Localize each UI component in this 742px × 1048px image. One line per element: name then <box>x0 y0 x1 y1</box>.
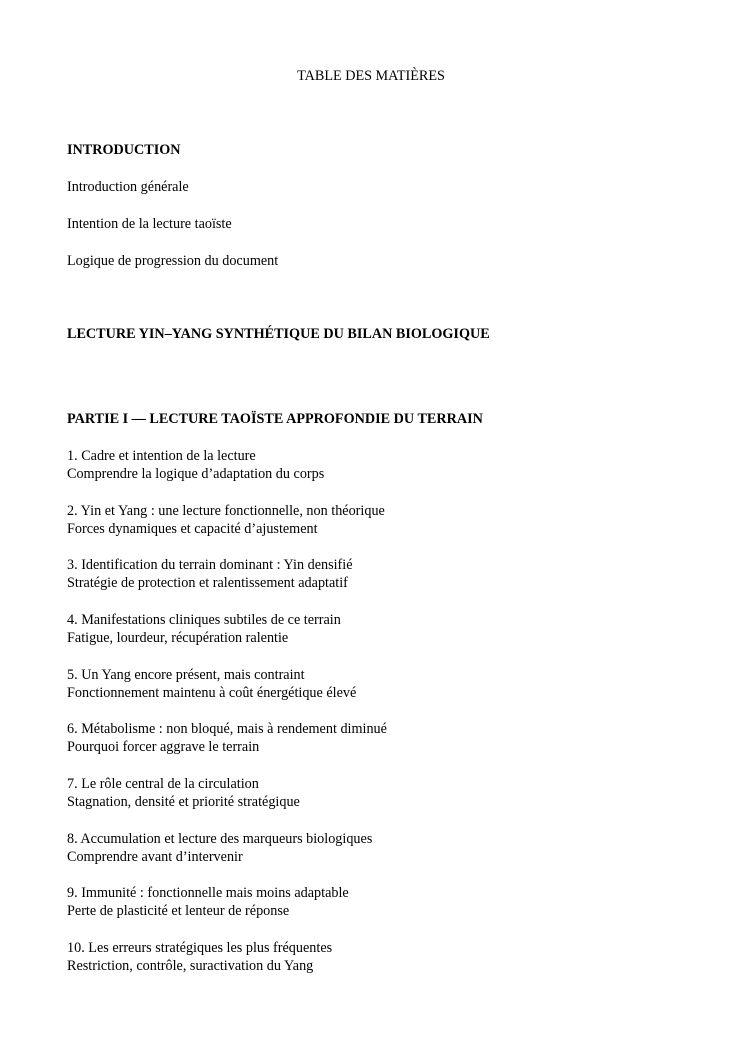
toc-entry <box>67 666 356 702</box>
toc-entry-title: 9. Immunité : fonctionnelle mais moins adaptable <box>67 885 349 901</box>
toc-entry <box>67 447 324 483</box>
toc-item-introduction-generale: Introduction générale <box>67 179 189 195</box>
toc-entry-title: 7. Le rôle central de la circulation <box>67 776 259 792</box>
toc-entry <box>67 939 332 975</box>
toc-entry <box>67 884 349 920</box>
toc-entry-title: 5. Un Yang encore présent, mais contraint <box>67 667 305 683</box>
toc-entry-title: 3. Identification du terrain dominant : Yin densifié <box>67 557 353 573</box>
toc-entry <box>67 556 353 592</box>
toc-entry-title: 8. Accumulation et lecture des marqueurs biologiques <box>67 831 373 847</box>
toc-entry-subtitle: Perte de plasticité et lenteur de réponse <box>67 903 290 919</box>
toc-entry <box>67 611 341 647</box>
toc-entry-title: 4. Manifestations cliniques subtiles de ce terrain <box>67 612 341 628</box>
toc-entry <box>67 502 385 538</box>
toc-entry <box>67 775 300 811</box>
toc-entry-title: 6. Métabolisme : non bloqué, mais à rendement diminué <box>67 721 387 737</box>
toc-entry-subtitle: Restriction, contrôle, suractivation du Yang <box>67 958 314 974</box>
toc-entry <box>67 720 387 756</box>
toc-item-logique-progression: Logique de progression du document <box>67 253 279 269</box>
toc-entry-subtitle: Comprendre avant d’intervenir <box>67 849 243 865</box>
toc-entry-title: 1. Cadre et intention de la lecture <box>67 448 256 464</box>
toc-entry-subtitle: Forces dynamiques et capacité d’ajustement <box>67 521 318 537</box>
section-heading-partie-1: PARTIE I — LECTURE TAOÏSTE APPROFONDIE DU TERRAIN <box>67 411 483 427</box>
section-heading-synthese: LECTURE YIN–YANG SYNTHÉTIQUE DU BILAN BIOLOGIQUE <box>67 326 490 342</box>
toc-entry-subtitle: Fonctionnement maintenu à coût énergétique élevé <box>67 685 357 701</box>
toc-entry-subtitle: Stratégie de protection et ralentissement adaptatif <box>67 575 348 591</box>
toc-entry-subtitle: Comprendre la logique d’adaptation du corps <box>67 466 325 482</box>
page-title: TABLE DES MATIÈRES <box>297 68 445 84</box>
toc-entry-subtitle: Pourquoi forcer aggrave le terrain <box>67 739 260 755</box>
toc-entry-subtitle: Stagnation, densité et priorité stratégique <box>67 794 300 810</box>
section-heading-introduction: INTRODUCTION <box>67 142 181 158</box>
toc-entry-subtitle: Fatigue, lourdeur, récupération ralentie <box>67 630 289 646</box>
toc-entry <box>67 830 372 866</box>
toc-entry-title: 10. Les erreurs stratégiques les plus fréquentes <box>67 940 333 956</box>
toc-entry-title: 2. Yin et Yang : une lecture fonctionnelle, non théorique <box>67 503 385 519</box>
toc-item-intention-lecture: Intention de la lecture taoïste <box>67 216 232 232</box>
